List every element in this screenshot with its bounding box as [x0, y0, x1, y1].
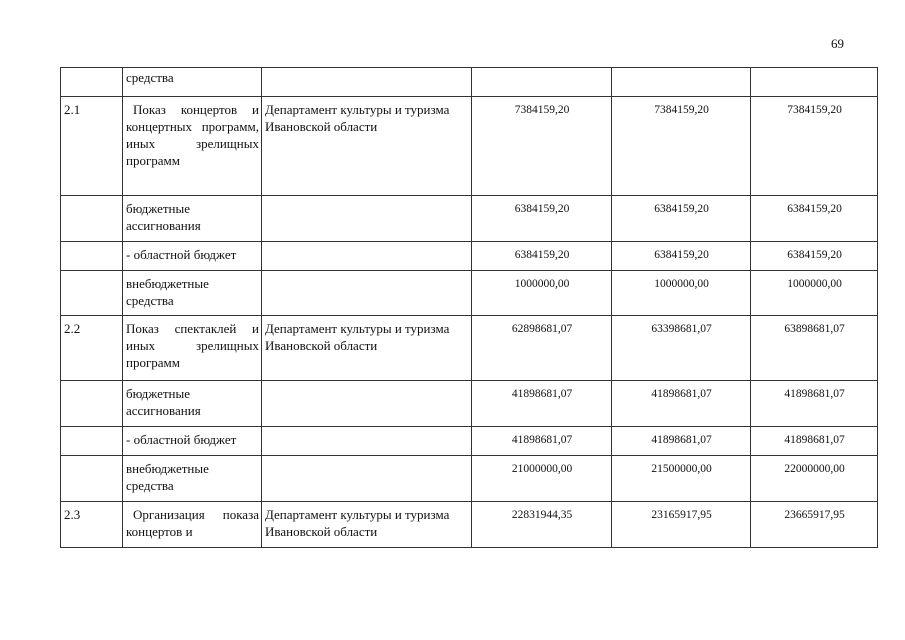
row-name: внебюджетные средства: [123, 456, 262, 502]
row-code: 2.1: [61, 97, 123, 196]
page-number: 69: [831, 36, 844, 51]
table-row: [61, 381, 878, 427]
row-name: - областной бюджет: [123, 427, 262, 456]
row-value-2: 1000000,00: [612, 271, 751, 316]
row-code: [61, 68, 123, 97]
table-row: [61, 242, 878, 271]
row-department: [262, 271, 472, 316]
budget-table: [60, 67, 878, 548]
table-row: [61, 196, 878, 242]
row-value-2: 6384159,20: [612, 196, 751, 242]
row-value-3: 6384159,20: [751, 242, 878, 271]
row-code: 2.2: [61, 316, 123, 381]
row-department: [262, 427, 472, 456]
table-row: [61, 456, 878, 502]
table-row: [61, 97, 878, 196]
row-value-1: 62898681,07: [472, 316, 612, 381]
row-name: - областной бюджет: [123, 242, 262, 271]
row-code: [61, 271, 123, 316]
row-name: бюджетные ассигнования: [123, 381, 262, 427]
table-row: [61, 502, 878, 548]
row-value-2: 6384159,20: [612, 242, 751, 271]
row-department: [262, 242, 472, 271]
row-value-3: 6384159,20: [751, 196, 878, 242]
row-value-3: 7384159,20: [751, 97, 878, 196]
row-name: Показ спектаклей и иных зрелищных программ: [123, 316, 262, 381]
row-name: средства: [123, 68, 262, 97]
row-code: [61, 381, 123, 427]
row-value-1: 21000000,00: [472, 456, 612, 502]
row-value-2: [612, 68, 751, 97]
table-row: [61, 68, 878, 97]
row-value-1: 6384159,20: [472, 196, 612, 242]
row-value-2: 23165917,95: [612, 502, 751, 548]
table-row: [61, 427, 878, 456]
row-department: [262, 456, 472, 502]
row-value-2: 41898681,07: [612, 427, 751, 456]
row-value-1: [472, 68, 612, 97]
row-value-1: 41898681,07: [472, 427, 612, 456]
row-value-1: 41898681,07: [472, 381, 612, 427]
row-name: Показ концертов и концертных программ, иных зрелищных программ: [123, 97, 262, 196]
row-department: [262, 68, 472, 97]
table-row: [61, 316, 878, 381]
row-value-3: [751, 68, 878, 97]
row-value-2: 63398681,07: [612, 316, 751, 381]
row-name: внебюджетные средства: [123, 271, 262, 316]
row-department: Департамент культуры и туризма Ивановской области: [262, 316, 472, 381]
row-code: [61, 196, 123, 242]
row-value-3: 22000000,00: [751, 456, 878, 502]
row-value-2: 7384159,20: [612, 97, 751, 196]
row-department: Департамент культуры и туризма Ивановской области: [262, 97, 472, 196]
row-value-3: 41898681,07: [751, 381, 878, 427]
row-code: [61, 427, 123, 456]
row-name: бюджетные ассигнования: [123, 196, 262, 242]
row-value-2: 21500000,00: [612, 456, 751, 502]
row-department: Департамент культуры и туризма Ивановской области: [262, 502, 472, 548]
row-department: [262, 381, 472, 427]
row-value-1: 1000000,00: [472, 271, 612, 316]
row-name: Организация показа концертов и: [123, 502, 262, 548]
row-value-1: 6384159,20: [472, 242, 612, 271]
row-code: [61, 242, 123, 271]
row-value-1: 22831944,35: [472, 502, 612, 548]
row-value-3: 1000000,00: [751, 271, 878, 316]
row-value-3: 23665917,95: [751, 502, 878, 548]
row-department: [262, 196, 472, 242]
table-row: [61, 271, 878, 316]
row-value-2: 41898681,07: [612, 381, 751, 427]
row-code: [61, 456, 123, 502]
row-value-1: 7384159,20: [472, 97, 612, 196]
row-value-3: 63898681,07: [751, 316, 878, 381]
row-code: 2.3: [61, 502, 123, 548]
row-value-3: 41898681,07: [751, 427, 878, 456]
